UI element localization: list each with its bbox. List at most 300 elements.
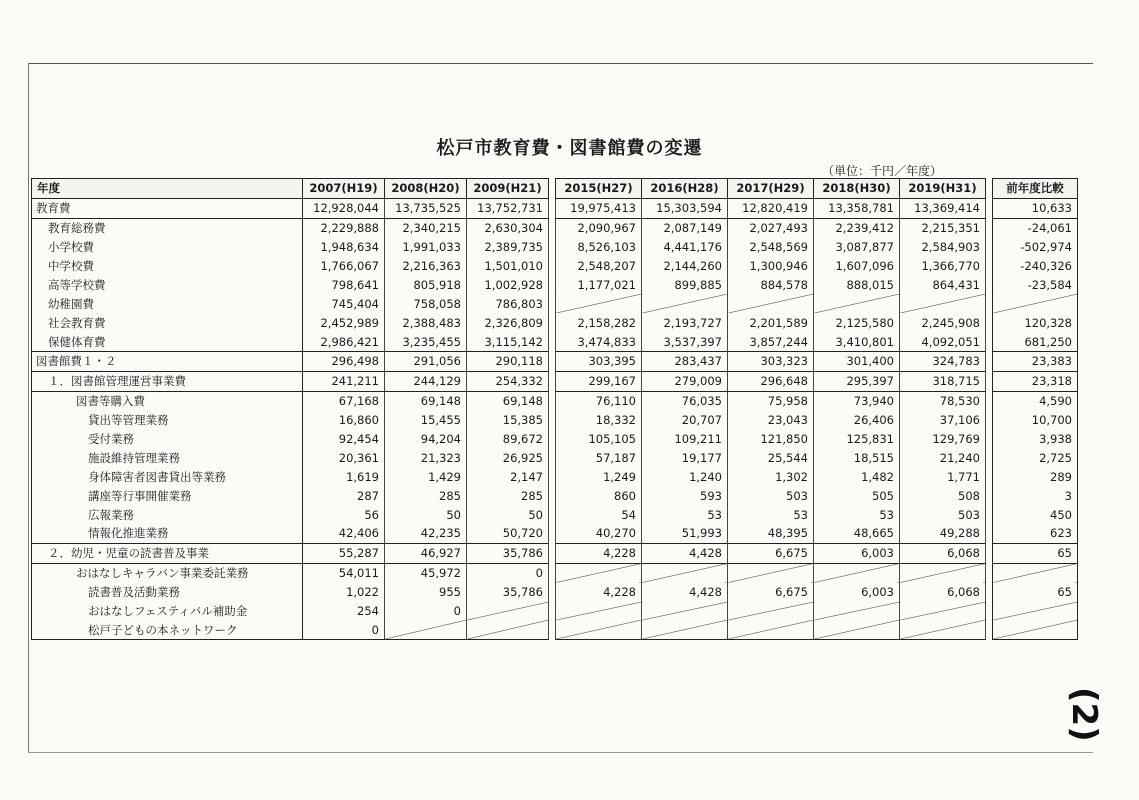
value-cell: 3,235,455 xyxy=(385,332,467,351)
value-cell: 40,270 xyxy=(556,524,642,543)
value-cell: 254,332 xyxy=(467,371,549,391)
value-cell: 4,428 xyxy=(642,583,728,602)
value-cell: 2,193,727 xyxy=(642,313,728,332)
value-cell xyxy=(900,620,986,639)
value-cell: 2,630,304 xyxy=(467,218,549,237)
table-row xyxy=(32,332,1078,351)
header-year: 2017(H29) xyxy=(728,179,814,199)
value-cell: 745,404 xyxy=(303,294,385,313)
row-label: 講座等行事開催業務 xyxy=(32,486,303,505)
value-cell: 55,287 xyxy=(303,543,385,563)
ratio-cell xyxy=(993,294,1078,313)
value-cell: 301,400 xyxy=(814,352,900,372)
column-gap xyxy=(549,371,556,391)
value-cell: 1,619 xyxy=(303,467,385,486)
column-gap xyxy=(986,583,993,602)
column-gap xyxy=(986,430,993,449)
ratio-cell: 450 xyxy=(993,505,1078,524)
column-gap xyxy=(549,524,556,543)
value-cell xyxy=(900,563,986,582)
value-cell xyxy=(814,620,900,639)
ratio-cell: 681,250 xyxy=(993,332,1078,351)
value-cell: 35,786 xyxy=(467,543,549,563)
value-cell: 287 xyxy=(303,486,385,505)
value-cell: 2,201,589 xyxy=(728,313,814,332)
value-cell: 50,720 xyxy=(467,524,549,543)
value-cell xyxy=(728,563,814,582)
header-year: 2018(H30) xyxy=(814,179,900,199)
value-cell: 291,056 xyxy=(385,352,467,372)
value-cell: 1,002,928 xyxy=(467,275,549,294)
value-cell: 805,918 xyxy=(385,275,467,294)
value-cell: 4,428 xyxy=(642,543,728,563)
value-cell: 2,389,735 xyxy=(467,238,549,257)
column-gap xyxy=(986,198,993,218)
value-cell: 3,474,833 xyxy=(556,332,642,351)
ratio-cell: 623 xyxy=(993,524,1078,543)
row-label: おはなしフェスティバル補助金 xyxy=(32,602,303,621)
table-row xyxy=(32,543,1078,563)
value-cell: 94,204 xyxy=(385,430,467,449)
row-label: 受付業務 xyxy=(32,430,303,449)
value-cell: 57,187 xyxy=(556,448,642,467)
column-gap xyxy=(549,238,556,257)
value-cell: 18,332 xyxy=(556,411,642,430)
value-cell: 46,927 xyxy=(385,543,467,563)
value-cell: 56 xyxy=(303,505,385,524)
budget-table xyxy=(31,178,1078,640)
table-row xyxy=(32,448,1078,467)
page-number-mark: (2) xyxy=(1064,686,1104,742)
row-label: 中学校費 xyxy=(32,257,303,276)
value-cell: 4,441,176 xyxy=(642,238,728,257)
value-cell: 54,011 xyxy=(303,563,385,582)
value-cell: 3,115,142 xyxy=(467,332,549,351)
row-label: 貸出等管理業務 xyxy=(32,411,303,430)
ratio-cell: 23,383 xyxy=(993,352,1078,372)
value-cell: 76,035 xyxy=(642,391,728,410)
value-cell: 324,783 xyxy=(900,352,986,372)
value-cell: 2,215,351 xyxy=(900,218,986,237)
value-cell: 2,090,967 xyxy=(556,218,642,237)
value-cell: 3,857,244 xyxy=(728,332,814,351)
value-cell: 295,397 xyxy=(814,371,900,391)
value-cell: 3,087,877 xyxy=(814,238,900,257)
value-cell: 1,948,634 xyxy=(303,238,385,257)
value-cell: 125,831 xyxy=(814,430,900,449)
page-frame-left xyxy=(28,63,29,753)
column-gap xyxy=(986,257,993,276)
column-gap xyxy=(549,411,556,430)
value-cell: 121,850 xyxy=(728,430,814,449)
value-cell: 283,437 xyxy=(642,352,728,372)
ratio-cell: -502,974 xyxy=(993,238,1078,257)
value-cell: 758,058 xyxy=(385,294,467,313)
ratio-cell: 289 xyxy=(993,467,1078,486)
value-cell: 786,803 xyxy=(467,294,549,313)
column-gap xyxy=(986,352,993,372)
value-cell: 35,786 xyxy=(467,583,549,602)
value-cell: 20,361 xyxy=(303,448,385,467)
table-row xyxy=(32,524,1078,543)
row-label: 読書普及活動業務 xyxy=(32,583,303,602)
value-cell: 12,928,044 xyxy=(303,198,385,218)
ratio-cell xyxy=(993,620,1078,639)
unit-note: （単位：千円／年度） xyxy=(822,164,943,178)
value-cell xyxy=(556,563,642,582)
value-cell: 0 xyxy=(303,620,385,639)
value-cell: 296,498 xyxy=(303,352,385,372)
column-gap xyxy=(549,543,556,563)
value-cell: 2,239,412 xyxy=(814,218,900,237)
table-row xyxy=(32,257,1078,276)
column-gap xyxy=(549,391,556,410)
value-cell: 2,144,260 xyxy=(642,257,728,276)
row-label: 松戸子どもの本ネットワーク xyxy=(32,620,303,639)
value-cell: 45,972 xyxy=(385,563,467,582)
row-label: 高等学校費 xyxy=(32,275,303,294)
ratio-cell: 3,938 xyxy=(993,430,1078,449)
column-gap xyxy=(549,467,556,486)
value-cell: 884,578 xyxy=(728,275,814,294)
value-cell xyxy=(728,620,814,639)
column-gap xyxy=(986,448,993,467)
column-gap xyxy=(986,275,993,294)
row-label: 図書等購入費 xyxy=(32,391,303,410)
column-gap xyxy=(549,179,556,199)
page-frame-top xyxy=(28,63,1093,64)
value-cell: 2,452,989 xyxy=(303,313,385,332)
table-row xyxy=(32,620,1078,639)
row-label: 教育総務費 xyxy=(32,218,303,237)
value-cell: 6,068 xyxy=(900,543,986,563)
header-row xyxy=(32,179,1078,199)
value-cell: 73,940 xyxy=(814,391,900,410)
ratio-cell: 3 xyxy=(993,486,1078,505)
value-cell: 75,958 xyxy=(728,391,814,410)
ratio-cell: -24,061 xyxy=(993,218,1078,237)
value-cell: 49,288 xyxy=(900,524,986,543)
row-label: 広報業務 xyxy=(32,505,303,524)
table-row xyxy=(32,467,1078,486)
value-cell xyxy=(642,294,728,313)
value-cell: 53 xyxy=(728,505,814,524)
column-gap xyxy=(986,543,993,563)
value-cell: 37,106 xyxy=(900,411,986,430)
value-cell: 2,147 xyxy=(467,467,549,486)
value-cell: 1,766,067 xyxy=(303,257,385,276)
value-cell: 109,211 xyxy=(642,430,728,449)
value-cell xyxy=(728,294,814,313)
column-gap xyxy=(549,313,556,332)
value-cell: 244,129 xyxy=(385,371,467,391)
value-cell: 303,395 xyxy=(556,352,642,372)
row-label: おはなしキャラバン事業委託業務 xyxy=(32,563,303,582)
value-cell: 955 xyxy=(385,583,467,602)
value-cell: 6,675 xyxy=(728,583,814,602)
value-cell: 299,167 xyxy=(556,371,642,391)
value-cell: 23,043 xyxy=(728,411,814,430)
ratio-cell: 65 xyxy=(993,583,1078,602)
table-row xyxy=(32,371,1078,391)
row-label: ２．幼児・児童の読書普及事業 xyxy=(32,543,303,563)
value-cell xyxy=(642,620,728,639)
value-cell: 2,388,483 xyxy=(385,313,467,332)
row-label: 幼稚園費 xyxy=(32,294,303,313)
value-cell: 296,648 xyxy=(728,371,814,391)
column-gap xyxy=(549,602,556,621)
value-cell: 318,715 xyxy=(900,371,986,391)
table-row xyxy=(32,313,1078,332)
value-cell: 1,249 xyxy=(556,467,642,486)
value-cell: 48,395 xyxy=(728,524,814,543)
column-gap xyxy=(549,563,556,582)
table-row xyxy=(32,198,1078,218)
value-cell: 2,340,215 xyxy=(385,218,467,237)
value-cell: 2,584,903 xyxy=(900,238,986,257)
column-gap xyxy=(986,411,993,430)
value-cell: 53 xyxy=(814,505,900,524)
header-year: 2009(H21) xyxy=(467,179,549,199)
column-gap xyxy=(986,620,993,639)
value-cell: 13,752,731 xyxy=(467,198,549,218)
value-cell: 13,358,781 xyxy=(814,198,900,218)
value-cell: 42,406 xyxy=(303,524,385,543)
value-cell: 6,003 xyxy=(814,543,900,563)
value-cell: 50 xyxy=(385,505,467,524)
table-row xyxy=(32,563,1078,582)
column-gap xyxy=(549,218,556,237)
header-ratio: 前年度比較 xyxy=(993,179,1078,199)
header-year: 2007(H19) xyxy=(303,179,385,199)
value-cell: 899,885 xyxy=(642,275,728,294)
ratio-cell: 23,318 xyxy=(993,371,1078,391)
value-cell: 505 xyxy=(814,486,900,505)
column-gap xyxy=(549,486,556,505)
page-frame-bottom xyxy=(28,752,1093,753)
value-cell: 1,177,021 xyxy=(556,275,642,294)
value-cell: 1,607,096 xyxy=(814,257,900,276)
column-gap xyxy=(986,602,993,621)
ratio-cell: 10,700 xyxy=(993,411,1078,430)
value-cell: 105,105 xyxy=(556,430,642,449)
ratio-cell xyxy=(993,563,1078,582)
table-row xyxy=(32,294,1078,313)
value-cell: 18,515 xyxy=(814,448,900,467)
value-cell: 92,454 xyxy=(303,430,385,449)
value-cell: 888,015 xyxy=(814,275,900,294)
table-row xyxy=(32,602,1078,621)
value-cell: 2,245,908 xyxy=(900,313,986,332)
value-cell: 593 xyxy=(642,486,728,505)
value-cell: 864,431 xyxy=(900,275,986,294)
value-cell: 4,228 xyxy=(556,543,642,563)
row-label: １．図書館管理運営事業費 xyxy=(32,371,303,391)
row-label: 身体障害者図書貸出等業務 xyxy=(32,467,303,486)
value-cell: 2,158,282 xyxy=(556,313,642,332)
column-gap xyxy=(549,332,556,351)
ratio-cell: 4,590 xyxy=(993,391,1078,410)
column-gap xyxy=(549,352,556,372)
value-cell: 2,326,809 xyxy=(467,313,549,332)
value-cell: 1,366,770 xyxy=(900,257,986,276)
value-cell: 2,027,493 xyxy=(728,218,814,237)
value-cell xyxy=(728,602,814,621)
value-cell: 279,009 xyxy=(642,371,728,391)
value-cell: 1,240 xyxy=(642,467,728,486)
value-cell: 89,672 xyxy=(467,430,549,449)
column-gap xyxy=(549,583,556,602)
column-gap xyxy=(549,198,556,218)
value-cell: 19,975,413 xyxy=(556,198,642,218)
ratio-cell: 10,633 xyxy=(993,198,1078,218)
value-cell: 6,003 xyxy=(814,583,900,602)
value-cell: 1,771 xyxy=(900,467,986,486)
value-cell: 51,993 xyxy=(642,524,728,543)
table-row xyxy=(32,391,1078,410)
ratio-cell xyxy=(993,602,1078,621)
value-cell: 8,526,103 xyxy=(556,238,642,257)
header-year: 2008(H20) xyxy=(385,179,467,199)
column-gap xyxy=(986,563,993,582)
row-label: 小学校費 xyxy=(32,238,303,257)
value-cell: 19,177 xyxy=(642,448,728,467)
value-cell: 4,092,051 xyxy=(900,332,986,351)
header-year: 2016(H28) xyxy=(642,179,728,199)
value-cell: 50 xyxy=(467,505,549,524)
column-gap xyxy=(986,524,993,543)
value-cell: 25,544 xyxy=(728,448,814,467)
table-row xyxy=(32,411,1078,430)
value-cell: 2,125,580 xyxy=(814,313,900,332)
document-title: 松戸市教育費・図書館費の変遷 xyxy=(436,138,703,159)
value-cell: 2,087,149 xyxy=(642,218,728,237)
value-cell: 13,369,414 xyxy=(900,198,986,218)
value-cell xyxy=(556,620,642,639)
value-cell: 241,211 xyxy=(303,371,385,391)
column-gap xyxy=(549,257,556,276)
value-cell xyxy=(642,602,728,621)
column-gap xyxy=(549,620,556,639)
value-cell: 503 xyxy=(900,505,986,524)
value-cell: 48,665 xyxy=(814,524,900,543)
value-cell xyxy=(556,602,642,621)
value-cell: 3,537,397 xyxy=(642,332,728,351)
value-cell: 4,228 xyxy=(556,583,642,602)
row-label: 保健体育費 xyxy=(32,332,303,351)
value-cell: 6,675 xyxy=(728,543,814,563)
table-row xyxy=(32,238,1078,257)
column-gap xyxy=(986,179,993,199)
value-cell: 1,429 xyxy=(385,467,467,486)
column-gap xyxy=(986,505,993,524)
column-gap xyxy=(549,294,556,313)
table-row xyxy=(32,218,1078,237)
value-cell: 12,820,419 xyxy=(728,198,814,218)
value-cell: 20,707 xyxy=(642,411,728,430)
row-label: 施設維持管理業務 xyxy=(32,448,303,467)
ratio-cell: -23,584 xyxy=(993,275,1078,294)
value-cell: 503 xyxy=(728,486,814,505)
column-gap xyxy=(986,486,993,505)
value-cell: 26,406 xyxy=(814,411,900,430)
ratio-cell: 65 xyxy=(993,543,1078,563)
value-cell: 1,501,010 xyxy=(467,257,549,276)
value-cell: 1,022 xyxy=(303,583,385,602)
value-cell xyxy=(814,563,900,582)
table-row xyxy=(32,583,1078,602)
row-label: 社会教育費 xyxy=(32,313,303,332)
value-cell: 15,385 xyxy=(467,411,549,430)
value-cell: 1,991,033 xyxy=(385,238,467,257)
table-row xyxy=(32,275,1078,294)
value-cell: 129,769 xyxy=(900,430,986,449)
column-gap xyxy=(986,238,993,257)
row-label: 情報化推進業務 xyxy=(32,524,303,543)
column-gap xyxy=(986,294,993,313)
value-cell: 508 xyxy=(900,486,986,505)
value-cell: 6,068 xyxy=(900,583,986,602)
value-cell: 3,410,801 xyxy=(814,332,900,351)
header-year-label: 年度 xyxy=(32,179,303,199)
value-cell: 1,482 xyxy=(814,467,900,486)
column-gap xyxy=(986,332,993,351)
value-cell: 69,148 xyxy=(385,391,467,410)
value-cell: 13,735,525 xyxy=(385,198,467,218)
value-cell: 1,300,946 xyxy=(728,257,814,276)
column-gap xyxy=(986,313,993,332)
ratio-cell: 2,725 xyxy=(993,448,1078,467)
value-cell: 2,548,207 xyxy=(556,257,642,276)
value-cell: 69,148 xyxy=(467,391,549,410)
value-cell xyxy=(900,602,986,621)
value-cell: 285 xyxy=(385,486,467,505)
value-cell: 303,323 xyxy=(728,352,814,372)
value-cell xyxy=(467,602,549,621)
value-cell xyxy=(814,294,900,313)
value-cell: 21,323 xyxy=(385,448,467,467)
column-gap xyxy=(549,448,556,467)
value-cell: 78,530 xyxy=(900,391,986,410)
column-gap xyxy=(549,505,556,524)
column-gap xyxy=(986,218,993,237)
value-cell xyxy=(814,602,900,621)
value-cell: 1,302 xyxy=(728,467,814,486)
column-gap xyxy=(549,275,556,294)
row-label: 教育費 xyxy=(32,198,303,218)
value-cell: 54 xyxy=(556,505,642,524)
value-cell: 16,860 xyxy=(303,411,385,430)
column-gap xyxy=(986,391,993,410)
value-cell: 2,216,363 xyxy=(385,257,467,276)
value-cell: 0 xyxy=(467,563,549,582)
row-label: 図書館費１・２ xyxy=(32,352,303,372)
value-cell: 860 xyxy=(556,486,642,505)
value-cell: 2,229,888 xyxy=(303,218,385,237)
value-cell: 290,118 xyxy=(467,352,549,372)
value-cell: 26,925 xyxy=(467,448,549,467)
value-cell: 53 xyxy=(642,505,728,524)
table-row xyxy=(32,352,1078,372)
value-cell: 2,986,421 xyxy=(303,332,385,351)
value-cell xyxy=(385,620,467,639)
column-gap xyxy=(986,371,993,391)
ratio-cell: 120,328 xyxy=(993,313,1078,332)
table-row xyxy=(32,505,1078,524)
value-cell: 0 xyxy=(385,602,467,621)
value-cell xyxy=(556,294,642,313)
value-cell: 67,168 xyxy=(303,391,385,410)
